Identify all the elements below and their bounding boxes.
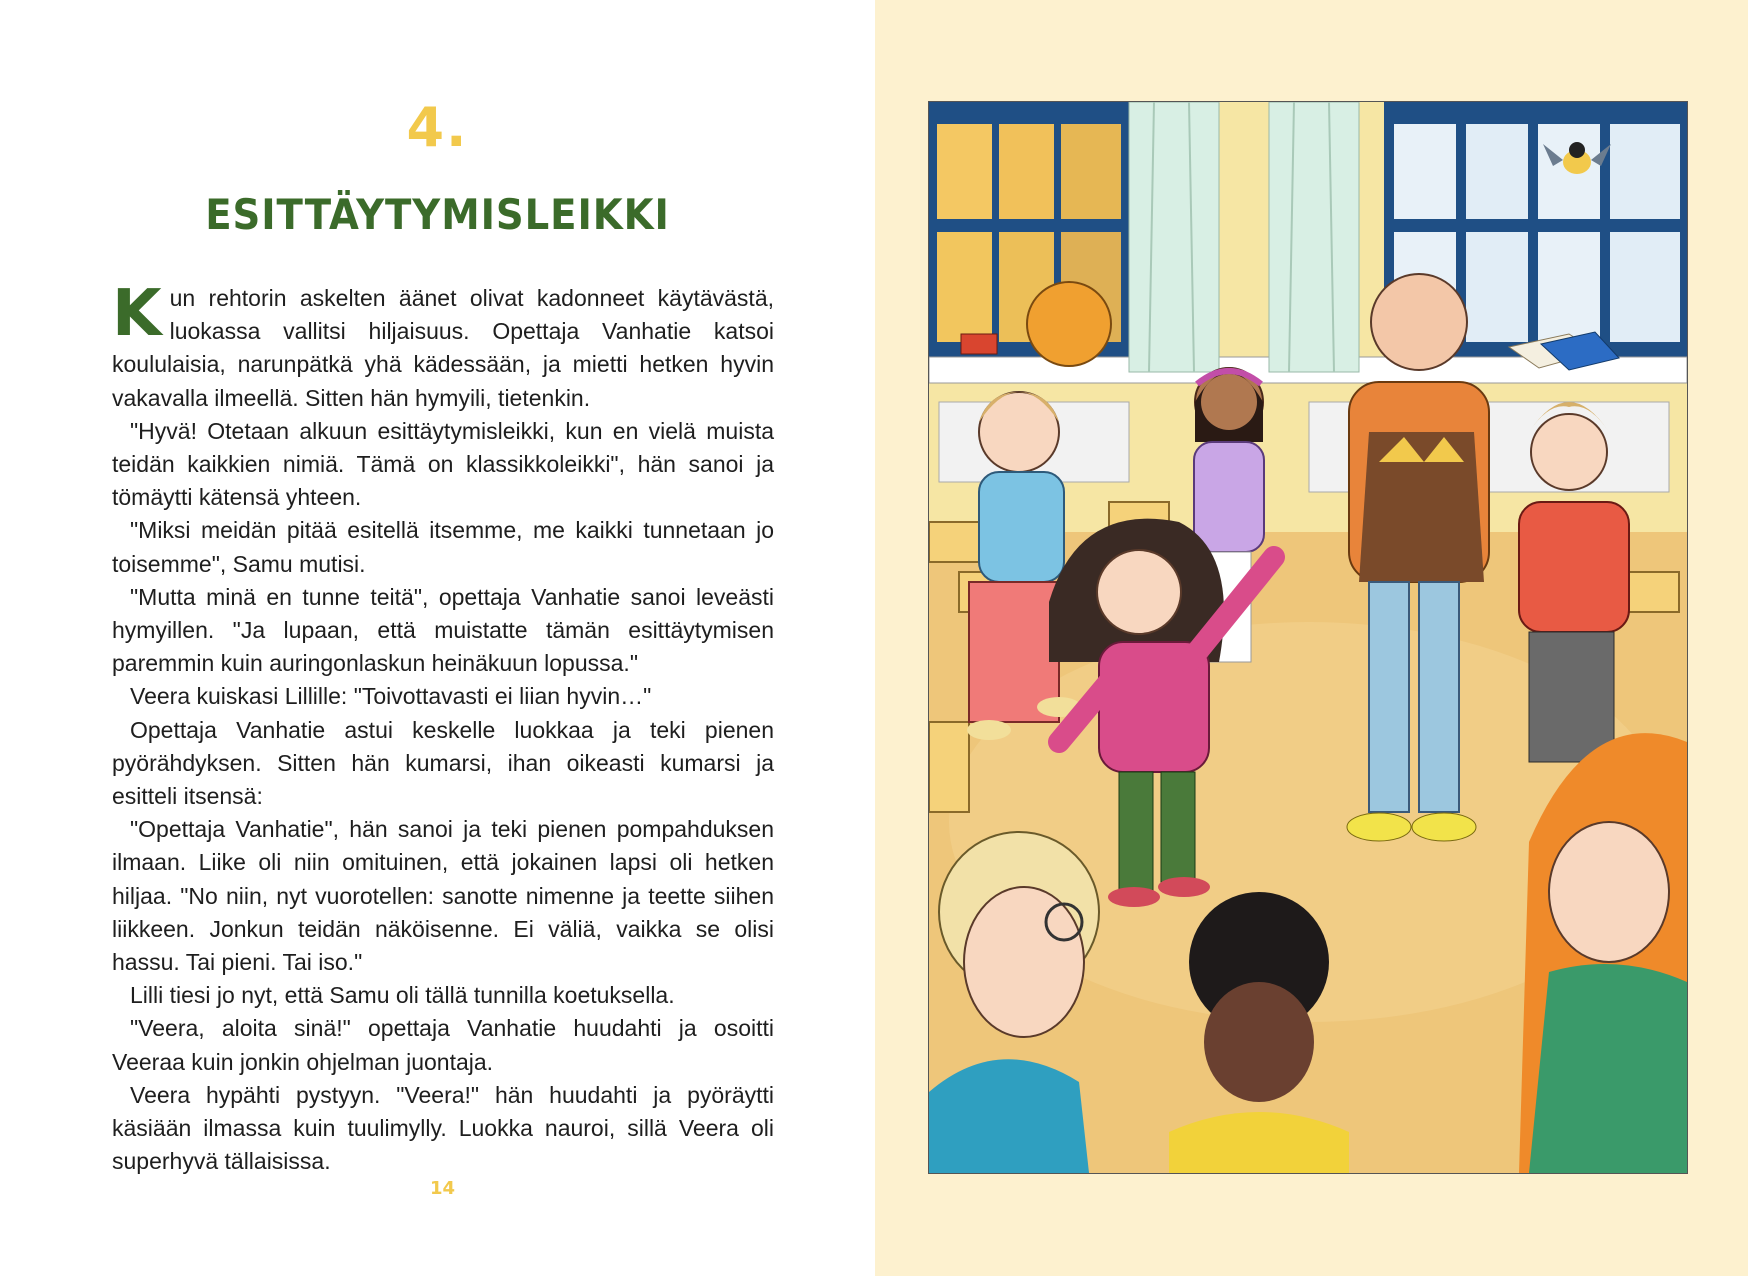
paragraph-3: "Miksi meidän pitää esitellä itsemme, me kaikki tunnetaan jo toisemme", Samu mutisi. — [112, 517, 774, 577]
paragraph-1-text: un rehtorin askelten äänet olivat kadonneet käytävästä, luokassa vallitsi hiljaisuus. Opettaja Vanhatie katsoi koululaisia, narunpätkä yhä kädessään, ja mietti hetken hyvin vakavalla ilmeellä. Sitten hän hymyili, tietenkin. — [112, 285, 774, 411]
paragraph-2: "Hyvä! Otetaan alkuun esittäytymisleikki, kun en vielä muista teidän kaikkien nimiä. Tämä on klassikkoleikki", hän sanoi ja tömäytti kätensä yhteen. — [112, 417, 774, 511]
paragraph-6: Opettaja Vanhatie astui keskelle luokkaa ja teki pienen pyörähdyksen. Sitten hän kumarsi, ihan oikeasti kumarsi ja esitteli itsensä: — [112, 716, 774, 810]
paragraph-10: Veera hypähti pystyyn. "Veera!" hän huudahti ja pyöräytti käsiään ilmassa kuin tuulimylly. Luokka nauroi, sillä Veera oli superhyvä tällaisissa. — [112, 1081, 774, 1175]
page-number: 14 — [429, 1178, 456, 1199]
drop-cap: K — [112, 277, 162, 351]
body-text — [112, 277, 774, 1178]
chapter-title: ESITTÄYTYMISLEIKKI — [205, 190, 670, 239]
paragraph-5: Veera kuiskasi Lillille: "Toivottavasti ei liian hyvin…" — [130, 683, 652, 710]
ball — [1027, 282, 1111, 366]
paragraph-4: "Mutta minä en tunne teitä", opettaja Vanhatie sanoi leveästi hymyillen. "Ja lupaan, että muistatte tämän esittäytymisen paremmin kuin auringonlaskun heinäkuun lopussa." — [112, 583, 774, 677]
chapter-number: 4. — [406, 96, 469, 159]
paragraph-8: Lilli tiesi jo nyt, että Samu oli tällä tunnilla koetuksella. — [130, 982, 675, 1009]
paragraph-1 — [112, 277, 774, 415]
book-left — [961, 334, 997, 354]
classroom-illustration-svg — [929, 102, 1687, 1173]
paragraph-9: "Veera, aloita sinä!" opettaja Vanhatie huudahti ja osoitti Veeraa kuin jonkin ohjelman juontaja. — [112, 1015, 774, 1075]
classroom-illustration — [928, 101, 1688, 1174]
paragraph-7: "Opettaja Vanhatie", hän sanoi ja teki pienen pompahduksen ilmaan. Liike oli niin omituinen, että jokainen lapsi oli hetken hiljaa. "No niin, nyt vuorotellen: sanotte nimenne ja teette siihen liikkeen. Jonkun teidän näköisenne. Ei väliä, vaikka se olisi hassu. Tai pieni. Tai iso." — [112, 816, 774, 976]
curtain-left — [1129, 102, 1219, 372]
curtain-right — [1269, 102, 1359, 372]
